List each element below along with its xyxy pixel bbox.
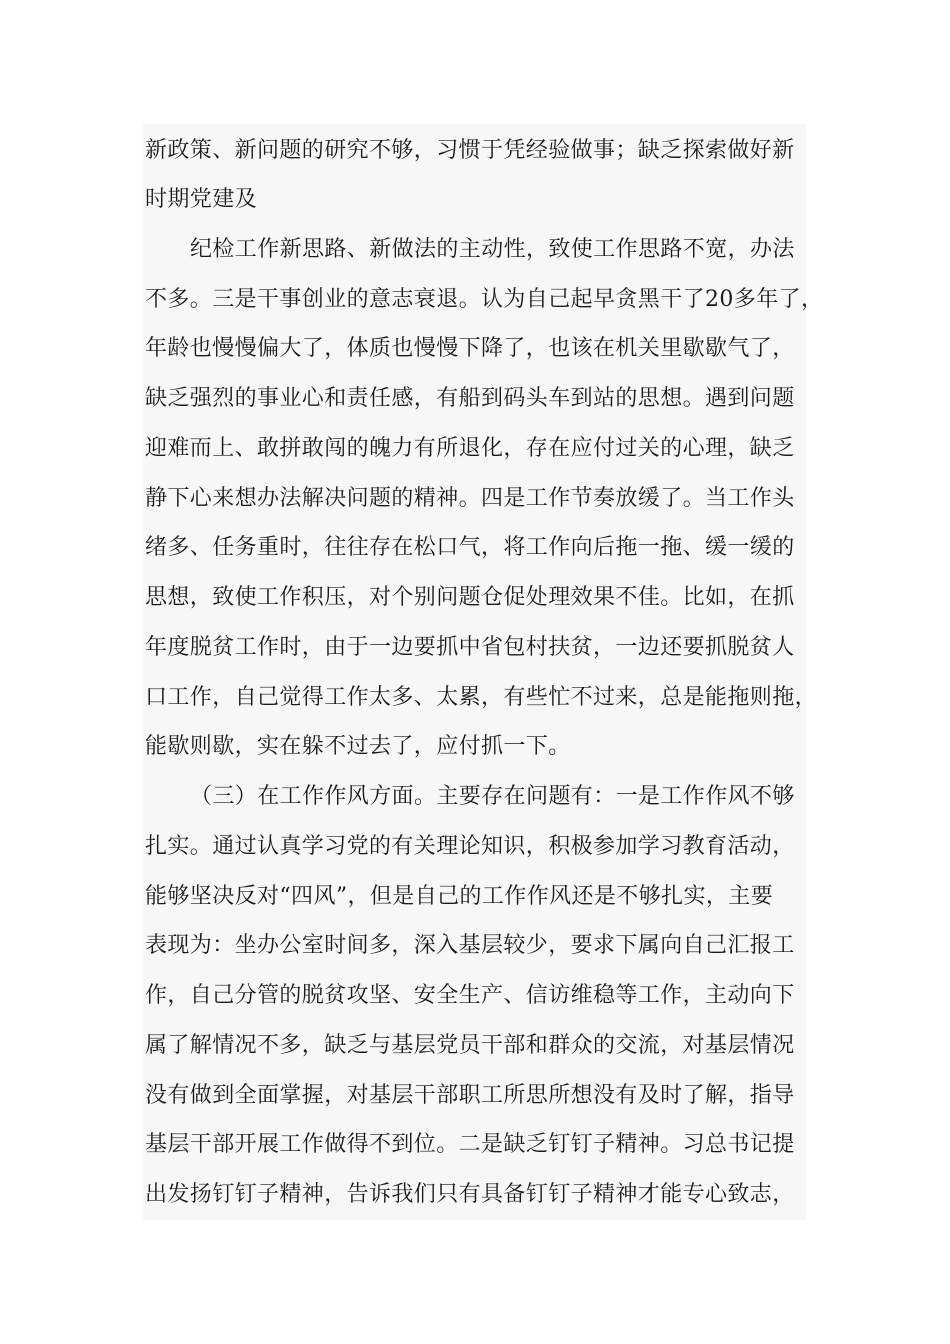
text-line: 出发扬钉钉子精神，告诉我们只有具备钉钉子精神才能专心致志， — [145, 1182, 795, 1207]
text-line: 新政策、新问题的研究不够，习惯于凭经验做事；缺乏探索做好新 — [145, 138, 795, 163]
text-line: 能够坚决反对“四风”，但是自己的工作作风还是不够扎实，主要 — [145, 884, 774, 909]
text-line: 绪多、任务重时，往往存在松口气，将工作向后拖一拖、缓一缓的 — [145, 535, 795, 560]
text-line: 能歇则歇，实在躲不过去了，应付抓一下。 — [145, 734, 571, 759]
text-line: 基层干部开展工作做得不到位。二是缺乏钉钉子精神。习总书记提 — [145, 1132, 795, 1157]
text-line: 没有做到全面掌握，对基层干部职工所思所想没有及时了解，指导 — [145, 1083, 795, 1108]
paragraph-start-line: （三）在工作作风方面。主要存在问题有：一是工作作风不够 — [190, 784, 795, 809]
text-line: 口工作，自己觉得工作太多、太累，有些忙不过来，总是能拖则拖， — [145, 685, 818, 710]
text-line: 思想，致使工作积压，对个别问题仓促处理效果不佳。比如，在抓 — [145, 585, 795, 610]
text-line: 表现为：坐办公室时间多，深入基层较少，要求下属向自己汇报工 — [145, 933, 795, 958]
text-line: 不多。三是干事创业的意志衰退。认为自己起早贪黑干了20多年了， — [145, 287, 824, 312]
text-line: 迎难而上、敢拼敢闯的魄力有所退化，存在应付过关的心理，缺乏 — [145, 436, 795, 461]
text-line: 作，自己分管的脱贫攻坚、安全生产、信访维稳等工作，主动向下 — [145, 983, 795, 1008]
text-line: 扎实。通过认真学习党的有关理论知识，积极参加学习教育活动， — [145, 834, 795, 859]
text-line: 属了解情况不多，缺乏与基层党员干部和群众的交流，对基层情况 — [145, 1033, 795, 1058]
text-line: 静下心来想办法解决问题的精神。四是工作节奏放缓了。当工作头 — [145, 486, 795, 511]
text-line: 年度脱贫工作时，由于一边要抓中省包村扶贫，一边还要抓脱贫人 — [145, 635, 795, 660]
text-line: 缺乏强烈的事业心和责任感，有船到码头车到站的思想。遇到问题 — [145, 386, 795, 411]
text-line: 时期党建及 — [145, 187, 258, 212]
text-line: 年龄也慢慢偏大了，体质也慢慢下降了，也该在机关里歇歇气了， — [145, 336, 795, 361]
paragraph-start-line: 纪检工作新思路、新做法的主动性，致使工作思路不宽，办法 — [190, 237, 795, 262]
